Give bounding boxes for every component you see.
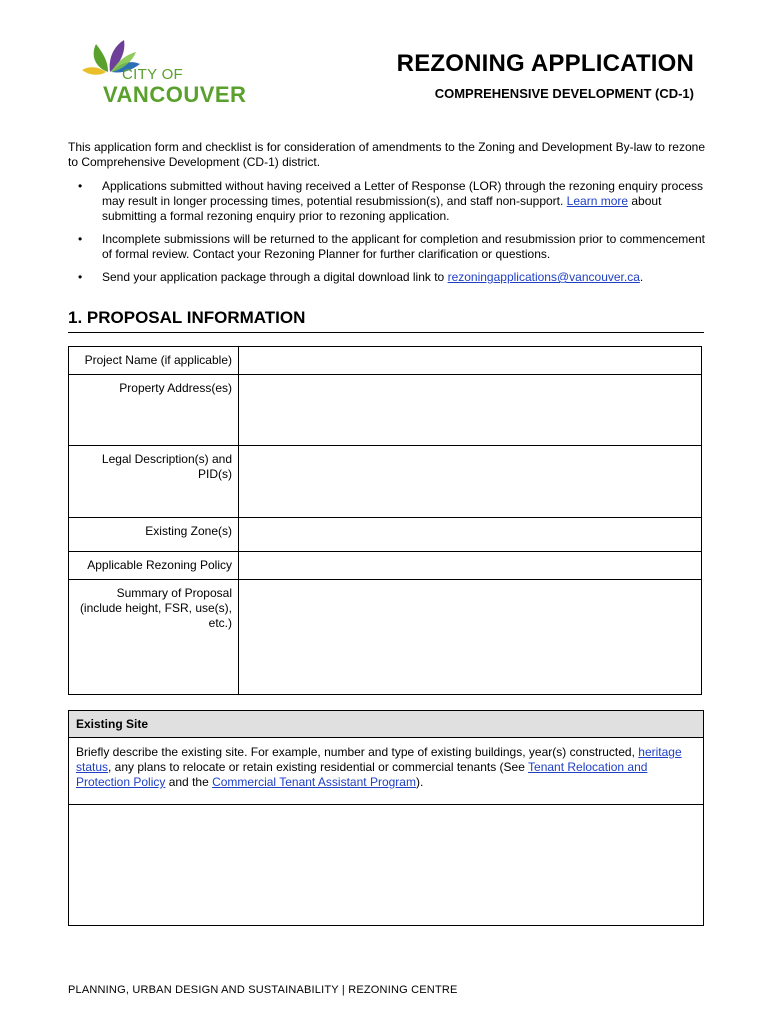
intro-paragraph: This application form and checklist is for consideration of amendments to the Zoning and Development By-law to rezone to Comprehensive Development (CD-1) district. bbox=[68, 140, 705, 169]
section-heading-proposal-information: 1. PROPOSAL INFORMATION bbox=[68, 308, 704, 333]
table-row bbox=[69, 518, 702, 552]
heritage-status-link[interactable]: heritage status bbox=[76, 745, 682, 774]
existing-site-desc-part4: ). bbox=[415, 775, 424, 789]
bullet-2-text: Incomplete submissions will be returned to the applicant for completion and resubmission prior to commencement of formal review. Contact your Rezoning Planner for further clarification or questions. bbox=[102, 232, 705, 261]
table-row bbox=[69, 580, 702, 695]
instruction-list bbox=[68, 179, 708, 293]
page-footer: PLANNING, URBAN DESIGN AND SUSTAINABILITY | REZONING CENTRE bbox=[68, 984, 458, 996]
existing-site-desc-part3: and the bbox=[165, 775, 213, 789]
list-item bbox=[68, 232, 708, 262]
existing-site-description bbox=[69, 738, 703, 805]
property-address-label: Property Address(es) bbox=[69, 375, 239, 446]
proposal-information-table bbox=[68, 346, 702, 695]
existing-zone-label: Existing Zone(s) bbox=[69, 518, 239, 552]
rezoning-policy-label: Applicable Rezoning Policy bbox=[69, 552, 239, 580]
bullet-1-tail: about submitting a formal rezoning enquiry prior to rezoning application. bbox=[102, 194, 662, 223]
bullet-icon: • bbox=[78, 179, 83, 193]
learn-more-link[interactable]: Learn more bbox=[566, 194, 629, 208]
table-row bbox=[69, 446, 702, 518]
property-address-field[interactable] bbox=[239, 375, 702, 446]
bullet-3-tail: . bbox=[639, 270, 644, 284]
bullet-icon: • bbox=[78, 232, 83, 246]
city-of-vancouver-logo bbox=[78, 38, 247, 108]
commercial-tenant-program-link[interactable]: Commercial Tenant Assistant Program bbox=[212, 775, 416, 789]
logo-vancouver-text: VANCOUVER bbox=[103, 82, 247, 107]
existing-site-field[interactable] bbox=[69, 805, 703, 925]
email-link[interactable]: rezoningapplications@vancouver.ca bbox=[447, 270, 640, 284]
existing-site-heading: Existing Site bbox=[69, 711, 703, 738]
tenant-relocation-policy-link[interactable]: Tenant Relocation and Protection Policy bbox=[76, 760, 648, 789]
existing-zone-field[interactable] bbox=[239, 518, 702, 552]
legal-description-field[interactable] bbox=[239, 446, 702, 518]
existing-site-box bbox=[68, 710, 704, 926]
table-row bbox=[69, 375, 702, 446]
table-row bbox=[69, 347, 702, 375]
bullet-1-text: Applications submitted without having received a Letter of Response (LOR) through the rezoning enquiry process may result in longer processing times, potential resubmission(s), and staff non-support. bbox=[102, 179, 704, 208]
table-row bbox=[69, 552, 702, 580]
project-name-label: Project Name (if applicable) bbox=[69, 347, 239, 375]
page-title: REZONING APPLICATION bbox=[396, 50, 694, 77]
summary-of-proposal-label: Summary of Proposal (include height, FSR, use(s), etc.) bbox=[69, 580, 239, 695]
list-item bbox=[68, 179, 708, 224]
logo-city-of-text: CITY OF bbox=[122, 66, 183, 83]
page-subtitle: COMPREHENSIVE DEVELOPMENT (CD-1) bbox=[434, 86, 694, 101]
existing-site-desc-part1: Briefly describe the existing site. For example, number and type of existing buildings, year(s) constructed, bbox=[76, 745, 639, 759]
list-item bbox=[68, 270, 708, 285]
rezoning-policy-field[interactable] bbox=[239, 552, 702, 580]
summary-of-proposal-field[interactable] bbox=[239, 580, 702, 695]
project-name-field[interactable] bbox=[239, 347, 702, 375]
bullet-3-text: Send your application package through a digital download link to bbox=[102, 270, 448, 284]
existing-site-desc-part2: , any plans to relocate or retain existing residential or commercial tenants (See bbox=[108, 760, 529, 774]
legal-description-label: Legal Description(s) and PID(s) bbox=[69, 446, 239, 518]
bullet-icon: • bbox=[78, 270, 83, 284]
